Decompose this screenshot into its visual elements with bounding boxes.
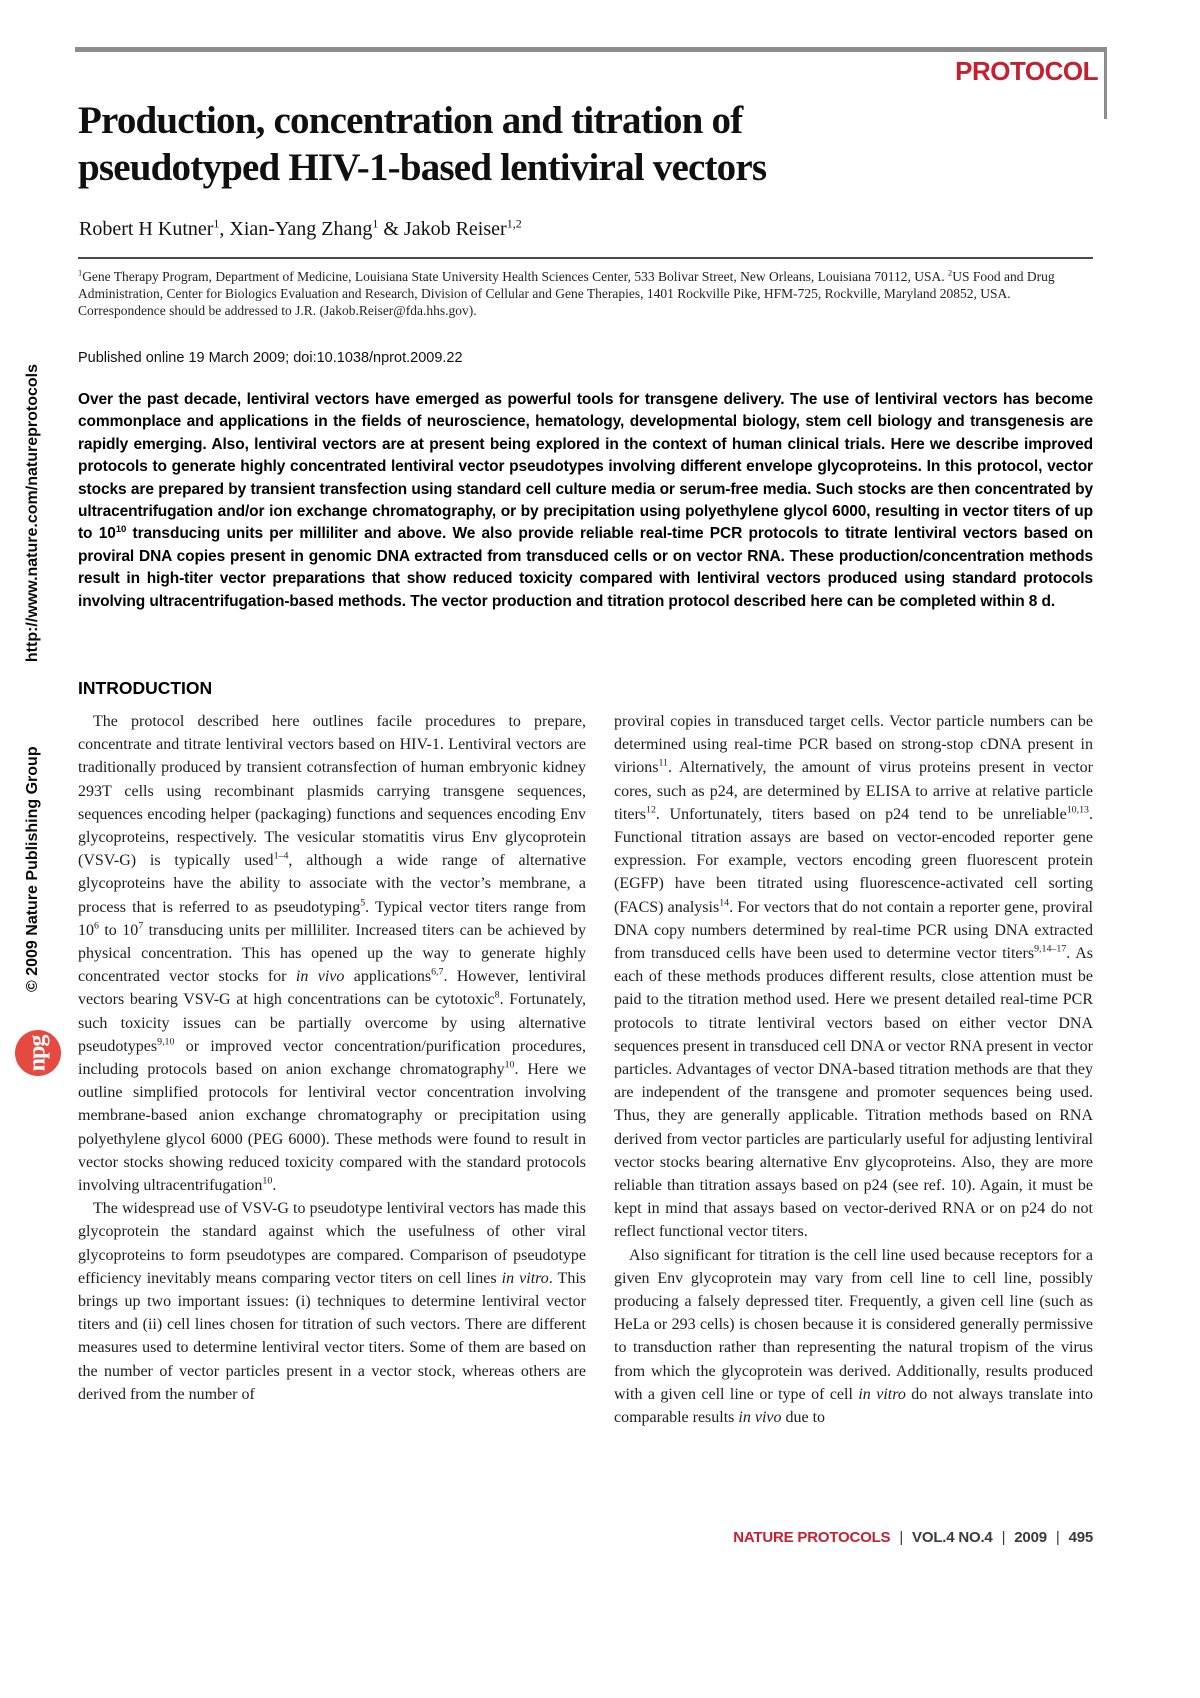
paragraph: The protocol described here outlines facile procedures to prepare, concentrate and titrate lentiviral vectors based on HIV-1. Lentiviral vectors are traditionally produced by transient cotransfection of human embryonic kidney 293T cells using recombinant plasmids carrying transgene sequences, sequences encoding helper (packaging) functions and sequences encoding Env glycoproteins, respectively. The vesicular stomatitis virus Env glycoprotein (VSV-G) is typically used$^{1-4}$, although a wide range of alternative glycoproteins have the ability to associate with the vector’s membrane, a process that is referred to as pseudotyping$^5$. Typical vector titers range from $10^6$ to $10^7$ transducing units per milliliter. Increased titers can be achieved by physical concentration. This has opened up the way to generate highly concentrated vector stocks for in vivo applications$^{6,7}$. However, lentiviral vectors bearing VSV-G at high concentrations can be cytotoxic$^8$. Fortunately, such toxicity issues can be partially overcome by using alternative pseudotypes$^{9,10}$ or improved vector concentration/purification procedures, including protocols based on anion exchange chromatography$^{10}$. Here we outline simplified protocols for lentiviral vector concentration involving membrane-based anion exchange chromatography or precipitation using polyethylene glycol 6000 (PEG 6000). These methods were found to result in vector stocks showing reduced toxicity compared with the standard protocols involving ultracentrifugation$^{10}$. — [78, 713, 587, 1195]
article-type-label: PROTOCOL — [955, 56, 1098, 86]
published-doi-line: Published online 19 March 2009; doi:10.1038/nprot.2009.22 — [78, 350, 463, 366]
article-title-line-2: pseudotyped HIV-1-based lentiviral vectors — [78, 146, 767, 189]
footer-page-number: 495 — [1068, 1529, 1093, 1546]
affiliations-text: $^1$Gene Therapy Program, Department of Medicine, Louisiana State University Health Sciences Center, 533 Bolivar Street, New Orleans, Louisiana 70112, USA. $^2$US Food and Drug Administration, Center for Biologics Evaluation and Research, Division of Cellular and Gene Therapies, 1401 Rockville Pike, HFM-725, Rockville, Maryland 20852, USA. Correspondence should be addressed to J.R. (Jakob.Reiser@fda.hhs.gov). — [78, 268, 1055, 318]
sidebar-copyright: © 2009 Nature Publishing Group — [24, 746, 41, 992]
footer-year: 2009 — [1014, 1529, 1047, 1546]
footer-volume: VOL.4 NO.4 — [912, 1529, 993, 1546]
paragraph: proviral copies in transduced target cells. Vector particle numbers can be determined using real-time PCR based on strong-stop cDNA present in virions$^{11}$. Alternatively, the amount of virus proteins present in vector cores, such as p24, are determined by ELISA to arrive at relative particle titers$^{12}$. Unfortunately, titers based on p24 tend to be unreliable$^{10,13}$. Functional titration assays are based on vector-encoded reporter gene expression. For example, vectors encoding green fluorescent protein (EGFP) have been titrated using fluorescence-activated cell sorting (FACS) analysis$^{14}$. For vectors that do not contain a reporter gene, proviral DNA copy numbers determined by real-time PCR using DNA extracted from transduced cells have been used to determine vector titers$^{9,14-17}$. As each of these methods produces different results, close attention must be paid to the titration method used. Here we present detailed real-time PCR protocols to titrate lentiviral vectors based on either vector DNA sequences present in transduced cell DNA or vector RNA present in vector particles. Advantages of vector DNA-based titration methods are that they are independent of the transgene and promoter sequences being used. Thus, they are generally applicable. Titration methods based on RNA derived from vector particles are particularly useful for adjusting lentiviral vector stocks bearing alternative Env glycoproteins. Also, they are more reliable than titration assays based on p24 (see ref. 10). Again, it must be kept in mind that assays based on vector-derived RNA or on p24 do not reflect functional vector titers. — [614, 713, 1094, 1241]
footer-journal-name: NATURE PROTOCOLS — [733, 1529, 891, 1546]
footer-separator: | — [899, 1529, 904, 1546]
header-rule — [75, 47, 1106, 52]
paragraph: The widespread use of VSV-G to pseudotype lentiviral vectors has made this glycoprotein the standard against which the usefulness of other viral glycoproteins to form pseudotypes are compared. Comparison of pseudotype efficiency inevitably means comparing vector titers on cell lines in vitro. This brings up two important issues: (i) techniques to determine lentiviral vector titers and (ii) cell lines chosen for titration of such vectors. There are different measures used to determine lentiviral vector titers. Some of them are based on the number of vector particles present in a vector stock, whereas others are derived from the number of — [78, 1200, 587, 1403]
article-title-line-1: Production, concentration and titration of — [78, 99, 743, 142]
page-footer — [733, 1529, 1093, 1546]
sidebar-vertical-text — [24, 364, 42, 992]
footer-separator: | — [1001, 1529, 1006, 1546]
introduction-left-column — [78, 710, 586, 1406]
introduction-heading: INTRODUCTION — [78, 678, 213, 698]
header-rule-tick — [1104, 47, 1107, 119]
sidebar-journal-url: http://www.nature.com/natureprotocols — [24, 364, 41, 663]
introduction-right-column — [614, 710, 1093, 1429]
abstract-text: Over the past decade, lentiviral vectors have emerged as powerful tools for transgene delivery. The use of lentiviral vectors has become commonplace and applications in the fields of neuroscience, hematology, developmental biology, stem cell biology and transgenesis are rapidly emerging. Also, lentiviral vectors are at present being explored in the context of human clinical trials. Here we describe improved protocols to generate highly concentrated lentiviral vector pseudotypes involving different envelope glycoproteins. In this protocol, vector stocks are prepared by transient transfection using standard cell culture media or serum-free media. Such stocks are then concentrated by ultracentrifugation and/or ion exchange chromatography, or by precipitation using polyethylene glycol 6000, resulting in vector titers of up to $10^{10}$ transducing units per milliliter and above. We also provide reliable real-time PCR protocols to titrate lentiviral vectors based on proviral DNA copies present in genomic DNA extracted from transduced cells or on vector RNA. These production/concentration methods result in high-titer vector preparations that show reduced toxicity compared with lentiviral vectors produced using standard protocols involving ultracentrifugation-based methods. The vector production and titration protocol described here can be completed within 8 d. — [78, 391, 1093, 610]
npg-logo — [15, 1030, 61, 1076]
npg-logo-text: npg — [24, 1035, 51, 1071]
footer-separator: | — [1055, 1529, 1060, 1546]
affiliation-divider-rule — [78, 257, 1093, 259]
paragraph: Also significant for titration is the cell line used because receptors for a given Env glycoprotein may vary from cell line to cell line, possibly producing a falsely depressed titer. Frequently, a given cell line (such as HeLa or 293 cells) is chosen because it is considered generally permissive to transduction rather than representing the natural tropism of the virus from which the glycoprotein was derived. Additionally, results produced with a given cell line or type of cell in vitro do not always translate into comparable results in vivo due to — [614, 1246, 1093, 1427]
article-title — [78, 97, 1078, 191]
authors-line: Robert H Kutner$^1$, Xian-Yang Zhang$^1$ & Jakob Reiser$^{1,2}$ — [79, 216, 522, 240]
